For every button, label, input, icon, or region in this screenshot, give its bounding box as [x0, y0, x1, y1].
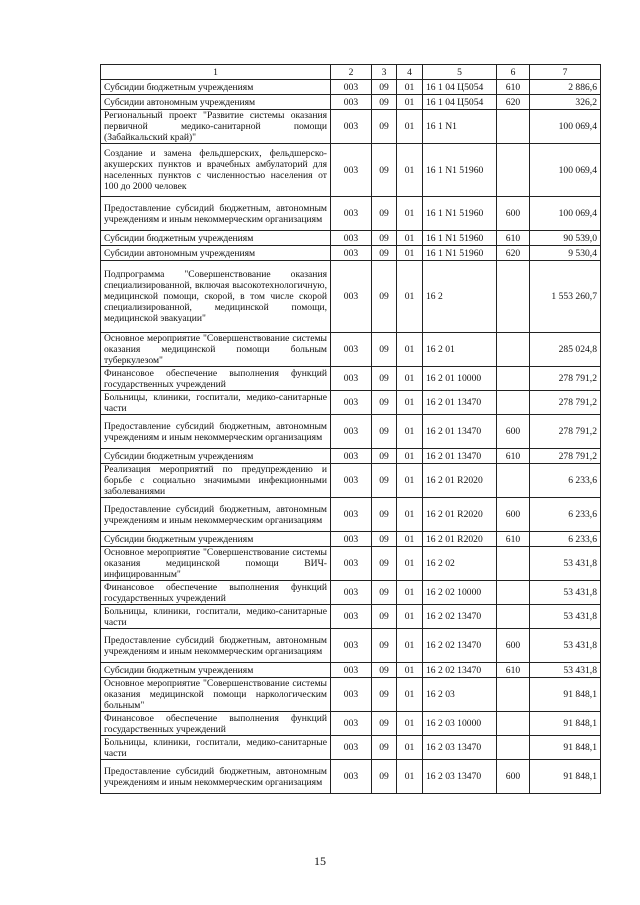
ministry-code-cell: 003: [331, 391, 372, 415]
expense-type-cell: [497, 581, 530, 605]
table-body: [101, 80, 601, 794]
item-name-cell: Субсидии бюджетным учреждениям: [101, 663, 331, 678]
table-row: [101, 261, 601, 333]
target-article-cell: 16 2 01: [423, 333, 497, 367]
section-cell: 09: [372, 231, 397, 246]
budget-table: [100, 64, 601, 794]
amount-cell: 326,2: [530, 95, 601, 110]
target-article-cell: 16 1 N1 51960: [423, 231, 497, 246]
item-name-cell: Основное мероприятие "Совершенствование системы оказания медицинской помощи больным туберкулезом": [101, 333, 331, 367]
subsection-cell: 01: [397, 415, 423, 449]
amount-cell: 1 553 260,7: [530, 261, 601, 333]
expense-type-cell: [497, 464, 530, 498]
amount-cell: 53 431,8: [530, 663, 601, 678]
table-row: [101, 629, 601, 663]
section-cell: 09: [372, 760, 397, 794]
target-article-cell: 16 2: [423, 261, 497, 333]
expense-type-cell: [497, 712, 530, 736]
expense-type-cell: [497, 333, 530, 367]
expense-type-cell: 600: [497, 629, 530, 663]
amount-cell: 53 431,8: [530, 605, 601, 629]
subsection-cell: 01: [397, 581, 423, 605]
item-name-cell: Финансовое обеспечение выполнения функций государственных учреждений: [101, 712, 331, 736]
item-name-cell: Региональный проект "Развитие системы оказания первичной медико-санитарной помощи (Забайкальский край)": [101, 110, 331, 144]
section-cell: 09: [372, 246, 397, 261]
expense-type-cell: 610: [497, 532, 530, 547]
amount-cell: 91 848,1: [530, 760, 601, 794]
ministry-code-cell: 003: [331, 449, 372, 464]
ministry-code-cell: 003: [331, 678, 372, 712]
subsection-cell: 01: [397, 678, 423, 712]
amount-cell: 6 233,6: [530, 464, 601, 498]
subsection-cell: 01: [397, 605, 423, 629]
ministry-code-cell: 003: [331, 367, 372, 391]
target-article-cell: 16 2 01 R2020: [423, 532, 497, 547]
table-row: [101, 760, 601, 794]
ministry-code-cell: 003: [331, 629, 372, 663]
target-article-cell: 16 2 01 10000: [423, 367, 497, 391]
ministry-code-cell: 003: [331, 498, 372, 532]
amount-cell: 100 069,4: [530, 197, 601, 231]
table-row: [101, 605, 601, 629]
subsection-cell: 01: [397, 532, 423, 547]
ministry-code-cell: 003: [331, 760, 372, 794]
target-article-cell: 16 2 02 13470: [423, 629, 497, 663]
subsection-cell: 01: [397, 760, 423, 794]
table-row: [101, 333, 601, 367]
expense-type-cell: [497, 736, 530, 760]
amount-cell: 9 530,4: [530, 246, 601, 261]
table-row: [101, 391, 601, 415]
column-header: 4: [397, 65, 423, 80]
target-article-cell: 16 1 N1 51960: [423, 144, 497, 197]
section-cell: 09: [372, 712, 397, 736]
table-row: [101, 95, 601, 110]
expense-type-cell: 600: [497, 197, 530, 231]
item-name-cell: Предоставление субсидий бюджетным, автономным учреждениям и иным некоммерческим организациям: [101, 760, 331, 794]
expense-type-cell: 610: [497, 80, 530, 95]
column-header: 5: [423, 65, 497, 80]
amount-cell: 91 848,1: [530, 712, 601, 736]
amount-cell: 53 431,8: [530, 547, 601, 581]
expense-type-cell: 620: [497, 246, 530, 261]
subsection-cell: 01: [397, 333, 423, 367]
amount-cell: 53 431,8: [530, 629, 601, 663]
subsection-cell: 01: [397, 391, 423, 415]
ministry-code-cell: 003: [331, 663, 372, 678]
expense-type-cell: 610: [497, 663, 530, 678]
target-article-cell: 16 1 N1 51960: [423, 197, 497, 231]
item-name-cell: Субсидии автономным учреждениям: [101, 95, 331, 110]
target-article-cell: 16 2 02 13470: [423, 605, 497, 629]
column-header: 3: [372, 65, 397, 80]
section-cell: 09: [372, 415, 397, 449]
item-name-cell: Субсидии автономным учреждениям: [101, 246, 331, 261]
expense-type-cell: [497, 678, 530, 712]
section-cell: 09: [372, 532, 397, 547]
expense-type-cell: [497, 261, 530, 333]
section-cell: 09: [372, 663, 397, 678]
target-article-cell: 16 2 01 13470: [423, 449, 497, 464]
table-header-row: [101, 65, 601, 80]
target-article-cell: 16 1 04 Ц5054: [423, 80, 497, 95]
ministry-code-cell: 003: [331, 197, 372, 231]
target-article-cell: 16 1 04 Ц5054: [423, 95, 497, 110]
subsection-cell: 01: [397, 736, 423, 760]
table-row: [101, 415, 601, 449]
amount-cell: 278 791,2: [530, 391, 601, 415]
section-cell: 09: [372, 110, 397, 144]
table-row: [101, 449, 601, 464]
table-row: [101, 581, 601, 605]
ministry-code-cell: 003: [331, 231, 372, 246]
expense-type-cell: [497, 605, 530, 629]
expense-type-cell: 600: [497, 760, 530, 794]
subsection-cell: 01: [397, 464, 423, 498]
subsection-cell: 01: [397, 144, 423, 197]
table-row: [101, 110, 601, 144]
ministry-code-cell: 003: [331, 333, 372, 367]
section-cell: 09: [372, 581, 397, 605]
item-name-cell: Реализация мероприятий по предупреждению и борьбе с социально значимыми инфекционными заболеваниями: [101, 464, 331, 498]
ministry-code-cell: 003: [331, 144, 372, 197]
ministry-code-cell: 003: [331, 581, 372, 605]
item-name-cell: Больницы, клиники, госпитали, медико-санитарные части: [101, 605, 331, 629]
target-article-cell: 16 2 01 13470: [423, 391, 497, 415]
item-name-cell: Создание и замена фельдшерских, фельдшерско-акушерских пунктов и врачебных амбулаторий для населенных пунктов с численностью населения от 100 до 2000 человек: [101, 144, 331, 197]
table-row: [101, 144, 601, 197]
section-cell: 09: [372, 333, 397, 367]
expense-type-cell: 600: [497, 415, 530, 449]
ministry-code-cell: 003: [331, 605, 372, 629]
item-name-cell: Предоставление субсидий бюджетным, автономным учреждениям и иным некоммерческим организациям: [101, 629, 331, 663]
ministry-code-cell: 003: [331, 261, 372, 333]
item-name-cell: Субсидии бюджетным учреждениям: [101, 80, 331, 95]
column-header: 2: [331, 65, 372, 80]
target-article-cell: 16 2 01 13470: [423, 415, 497, 449]
column-header: 6: [497, 65, 530, 80]
subsection-cell: 01: [397, 547, 423, 581]
table-row: [101, 736, 601, 760]
section-cell: 09: [372, 678, 397, 712]
target-article-cell: 16 2 03 13470: [423, 760, 497, 794]
subsection-cell: 01: [397, 629, 423, 663]
section-cell: 09: [372, 449, 397, 464]
amount-cell: 100 069,4: [530, 144, 601, 197]
target-article-cell: 16 2 02: [423, 547, 497, 581]
expense-type-cell: [497, 144, 530, 197]
ministry-code-cell: 003: [331, 547, 372, 581]
section-cell: 09: [372, 391, 397, 415]
target-article-cell: 16 2 03 10000: [423, 712, 497, 736]
column-header: 1: [101, 65, 331, 80]
section-cell: 09: [372, 261, 397, 333]
amount-cell: 6 233,6: [530, 498, 601, 532]
section-cell: 09: [372, 498, 397, 532]
amount-cell: 278 791,2: [530, 367, 601, 391]
section-cell: 09: [372, 95, 397, 110]
subsection-cell: 01: [397, 449, 423, 464]
amount-cell: 91 848,1: [530, 736, 601, 760]
section-cell: 09: [372, 547, 397, 581]
item-name-cell: Подпрограмма "Совершенствование оказания специализированной, включая высокотехнологичную, медицинской помощи, скорой, в том числе скорой специализированной, медицинской помощи, медицинской эвакуации": [101, 261, 331, 333]
amount-cell: 53 431,8: [530, 581, 601, 605]
subsection-cell: 01: [397, 197, 423, 231]
amount-cell: 285 024,8: [530, 333, 601, 367]
subsection-cell: 01: [397, 246, 423, 261]
table-row: [101, 197, 601, 231]
amount-cell: 278 791,2: [530, 449, 601, 464]
subsection-cell: 01: [397, 663, 423, 678]
table-row: [101, 547, 601, 581]
expense-type-cell: 610: [497, 449, 530, 464]
amount-cell: 90 539,0: [530, 231, 601, 246]
subsection-cell: 01: [397, 367, 423, 391]
table-row: [101, 367, 601, 391]
table-row: [101, 498, 601, 532]
item-name-cell: Основное мероприятие "Совершенствование системы оказания медицинской помощи наркологическим больным": [101, 678, 331, 712]
ministry-code-cell: 003: [331, 532, 372, 547]
item-name-cell: Финансовое обеспечение выполнения функций государственных учреждений: [101, 367, 331, 391]
amount-cell: 100 069,4: [530, 110, 601, 144]
item-name-cell: Субсидии бюджетным учреждениям: [101, 532, 331, 547]
table-row: [101, 712, 601, 736]
target-article-cell: 16 2 03: [423, 678, 497, 712]
target-article-cell: 16 2 02 10000: [423, 581, 497, 605]
item-name-cell: Субсидии бюджетным учреждениям: [101, 231, 331, 246]
expense-type-cell: 600: [497, 498, 530, 532]
subsection-cell: 01: [397, 261, 423, 333]
expense-type-cell: [497, 110, 530, 144]
section-cell: 09: [372, 80, 397, 95]
subsection-cell: 01: [397, 231, 423, 246]
item-name-cell: Больницы, клиники, госпитали, медико-санитарные части: [101, 391, 331, 415]
ministry-code-cell: 003: [331, 110, 372, 144]
item-name-cell: Субсидии бюджетным учреждениям: [101, 449, 331, 464]
subsection-cell: 01: [397, 95, 423, 110]
section-cell: 09: [372, 605, 397, 629]
item-name-cell: Больницы, клиники, госпитали, медико-санитарные части: [101, 736, 331, 760]
target-article-cell: 16 1 N1 51960: [423, 246, 497, 261]
amount-cell: 91 848,1: [530, 678, 601, 712]
section-cell: 09: [372, 464, 397, 498]
ministry-code-cell: 003: [331, 246, 372, 261]
item-name-cell: Предоставление субсидий бюджетным, автономным учреждениям и иным некоммерческим организациям: [101, 498, 331, 532]
table-row: [101, 663, 601, 678]
page-number: 15: [314, 854, 326, 868]
target-article-cell: 16 2 02 13470: [423, 663, 497, 678]
target-article-cell: 16 2 01 R2020: [423, 464, 497, 498]
table-row: [101, 464, 601, 498]
amount-cell: 2 886,6: [530, 80, 601, 95]
section-cell: 09: [372, 144, 397, 197]
item-name-cell: Основное мероприятие "Совершенствование системы оказания медицинской помощи ВИЧ-инфицированным": [101, 547, 331, 581]
subsection-cell: 01: [397, 712, 423, 736]
table-row: [101, 678, 601, 712]
ministry-code-cell: 003: [331, 464, 372, 498]
amount-cell: 6 233,6: [530, 532, 601, 547]
table-row: [101, 532, 601, 547]
table-row: [101, 80, 601, 95]
expense-type-cell: [497, 547, 530, 581]
ministry-code-cell: 003: [331, 736, 372, 760]
table-row: [101, 246, 601, 261]
target-article-cell: 16 1 N1: [423, 110, 497, 144]
ministry-code-cell: 003: [331, 95, 372, 110]
section-cell: 09: [372, 197, 397, 231]
expense-type-cell: 620: [497, 95, 530, 110]
amount-cell: 278 791,2: [530, 415, 601, 449]
ministry-code-cell: 003: [331, 415, 372, 449]
expense-type-cell: [497, 391, 530, 415]
expense-type-cell: 610: [497, 231, 530, 246]
ministry-code-cell: 003: [331, 80, 372, 95]
item-name-cell: Финансовое обеспечение выполнения функций государственных учреждений: [101, 581, 331, 605]
subsection-cell: 01: [397, 498, 423, 532]
target-article-cell: 16 2 01 R2020: [423, 498, 497, 532]
ministry-code-cell: 003: [331, 712, 372, 736]
expense-type-cell: [497, 367, 530, 391]
column-header: 7: [530, 65, 601, 80]
subsection-cell: 01: [397, 80, 423, 95]
table-row: [101, 231, 601, 246]
section-cell: 09: [372, 736, 397, 760]
section-cell: 09: [372, 629, 397, 663]
section-cell: 09: [372, 367, 397, 391]
item-name-cell: Предоставление субсидий бюджетным, автономным учреждениям и иным некоммерческим организациям: [101, 197, 331, 231]
target-article-cell: 16 2 03 13470: [423, 736, 497, 760]
subsection-cell: 01: [397, 110, 423, 144]
item-name-cell: Предоставление субсидий бюджетным, автономным учреждениям и иным некоммерческим организациям: [101, 415, 331, 449]
